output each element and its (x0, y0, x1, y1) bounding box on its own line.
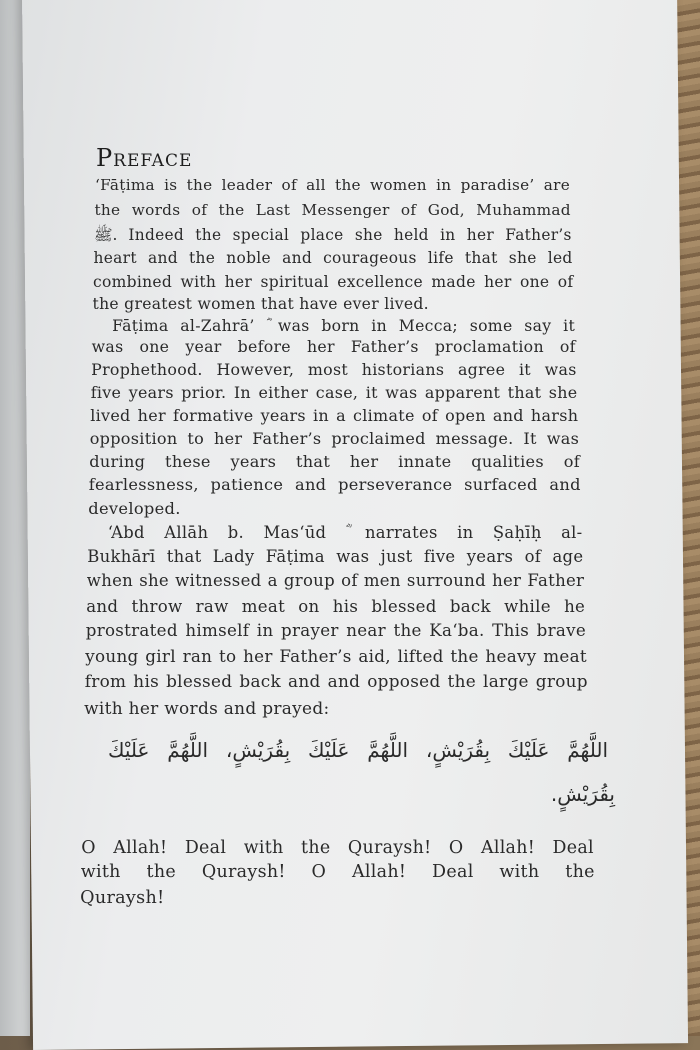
paragraph-line: five years prior. In either case, it was apparent that she (90, 383, 578, 402)
paragraph-line: ‘Fāṭima is the leader of all the women in paradise’ are (95, 176, 570, 194)
paragraph-line: during these years that her innate qualities of (89, 452, 580, 471)
paragraph-line: Fāṭima al-Zahrā’ ؓ was born in Mecca; some say it (112, 316, 576, 335)
paragraph-line: prostrated himself in prayer near the Ka‘ba. This brave (85, 621, 587, 640)
paragraph-line: opposition to her Father’s proclaimed message. It was (89, 429, 580, 448)
paragraph-line: was one year before her Father’s proclamation of (91, 337, 576, 356)
paragraph-line: ‘Abd Allāh b. Mas‘ūd ؓ narrates in Ṣaḥīḥ al- (107, 523, 583, 542)
paragraph-line: Bukhārī that Lady Fāṭima was just five years of age (87, 547, 584, 566)
paragraph-line: with her words and prayed: (84, 698, 330, 718)
paragraph-line: ﷺ. Indeed the special place she held in her Father’s (93, 226, 572, 244)
paragraph-line: heart and the noble and courageous life that she led (93, 249, 573, 267)
paragraph-line: from his blessed back and and opposed the large group (84, 671, 588, 691)
arabic-prayer-line: اللَّهُمَّ عَلَيْكَ بِقُرَيْشٍ، اللَّهُمَّ عَلَيْكَ بِقُرَيْشٍ، اللَّهُمَّ عَلَيْكَ (108, 738, 608, 762)
arabic-prayer-line: بِقُرَيْشٍ. (550, 782, 615, 806)
paragraph-line: fearlessness, patience and perseverance surfaced and (88, 475, 581, 494)
translation-line: O Allah! Deal with the Quraysh! O Allah! Deal (81, 838, 594, 858)
page-title: Preface (96, 144, 193, 172)
translation-line: with the Quraysh! O Allah! Deal with the (80, 862, 595, 882)
paragraph-line: combined with her spiritual excellence made her one of (92, 273, 574, 291)
paragraph-line: the words of the Last Messenger of God, Muhammad (94, 201, 571, 219)
paragraph-line: Prophethood. However, most historians agree it was (91, 360, 577, 379)
translation-line: Quraysh! (80, 888, 165, 908)
paragraph-line: and throw raw meat on his blessed back while he (86, 597, 586, 616)
paragraph-line: when she witnessed a group of men surround her Father (86, 571, 585, 590)
paragraph-line: young girl ran to her Father’s aid, lifted the heavy meat (85, 646, 587, 666)
paragraph-line: lived her formative years in a climate of open and harsh (90, 406, 579, 425)
paragraph-line: developed. (88, 499, 181, 518)
paragraph-line: the greatest women that have ever lived. (92, 295, 429, 313)
